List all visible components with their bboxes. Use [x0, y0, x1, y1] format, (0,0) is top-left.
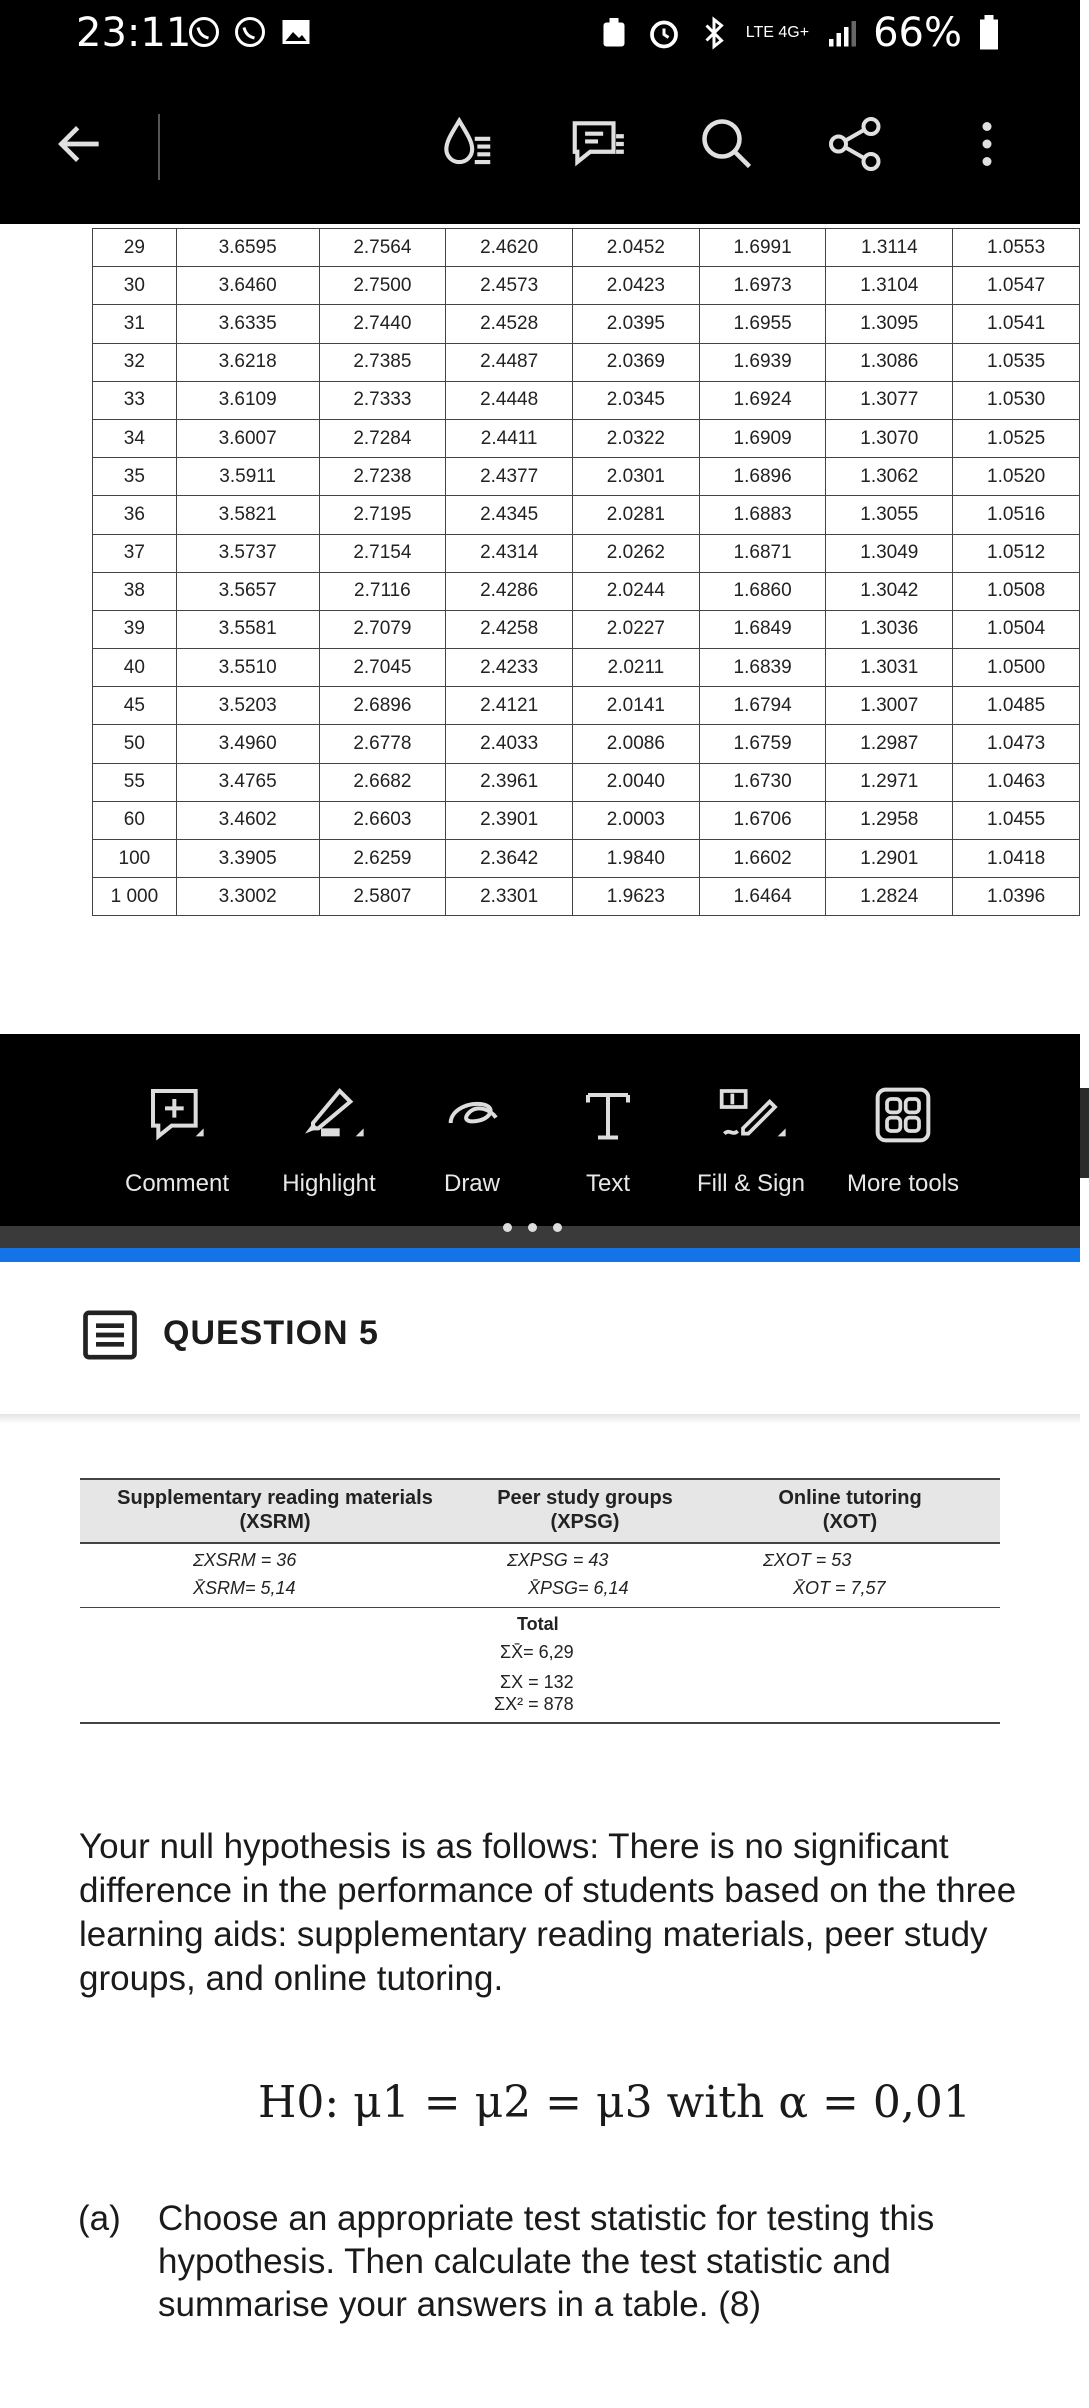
liquid-mode-icon[interactable] — [432, 109, 502, 179]
header-line: Peer study groups — [497, 1487, 673, 1509]
table-cell: 1.9840 — [573, 840, 700, 878]
table-cell: 1.6464 — [699, 878, 826, 916]
table-cell: 1.0535 — [953, 343, 1080, 381]
table-cell: 1.6871 — [699, 534, 826, 572]
table-row — [93, 572, 1080, 610]
table-cell: 2.0244 — [573, 572, 700, 610]
app-toolbar — [0, 64, 1080, 224]
table-cell: 3.5911 — [176, 458, 319, 496]
grid-icon — [868, 1080, 938, 1150]
table-cell: 1.6730 — [699, 763, 826, 801]
table-cell: 2.3901 — [446, 801, 573, 839]
fill-sign-icon — [716, 1080, 786, 1150]
header-srm — [80, 1486, 470, 1534]
table-cell: 1.3095 — [826, 305, 953, 343]
table-cell: 1.0396 — [953, 878, 1080, 916]
table-cell: 3.4960 — [176, 725, 319, 763]
t-distribution-table — [92, 228, 1080, 916]
table-cell: 3.5737 — [176, 534, 319, 572]
mean-srm: X̄SRM= 5,14 — [193, 1578, 296, 1598]
table-cell: 3.4765 — [176, 763, 319, 801]
table-cell: 1.0418 — [953, 840, 1080, 878]
status-bar — [0, 0, 1080, 64]
table-cell: 3.6109 — [176, 381, 319, 419]
learning-aids-table — [80, 1478, 1000, 1724]
table-row — [93, 801, 1080, 839]
tool-label: Text — [585, 1170, 630, 1197]
df-cell: 34 — [93, 419, 177, 457]
tool-more-tools[interactable] — [818, 1080, 988, 1198]
table-cell: 1.6759 — [699, 725, 826, 763]
table-row — [93, 305, 1080, 343]
table-cell: 2.0086 — [573, 725, 700, 763]
table-cell: 1.9623 — [573, 878, 700, 916]
table-cell: 1.3007 — [826, 687, 953, 725]
sub-question-text: Choose an appropriate test statistic for testing this hypothesis. Then calculate the test statistic and summarise your answers in a table. (8) — [158, 2199, 935, 2324]
table-row — [93, 878, 1080, 916]
table-cell: 2.0395 — [573, 305, 700, 343]
table-cell: 2.0281 — [573, 496, 700, 534]
table-cell: 2.3642 — [446, 840, 573, 878]
highlighter-icon — [294, 1080, 364, 1150]
table-cell: 2.7564 — [319, 229, 446, 267]
table-row — [93, 840, 1080, 878]
table-cell: 2.0211 — [573, 649, 700, 687]
table-row — [93, 229, 1080, 267]
table-cell: 1.0553 — [953, 229, 1080, 267]
table-cell: 2.6259 — [319, 840, 446, 878]
draw-icon — [437, 1080, 507, 1150]
table-cell: 3.6335 — [176, 305, 319, 343]
table-cell: 2.3961 — [446, 763, 573, 801]
table-cell: 2.7045 — [319, 649, 446, 687]
df-cell: 30 — [93, 267, 177, 305]
table-cell: 1.6924 — [699, 381, 826, 419]
tool-label: Highlight — [282, 1170, 376, 1197]
table-cell: 1.6794 — [699, 687, 826, 725]
table-cell: 2.4448 — [446, 381, 573, 419]
table-cell: 1.2987 — [826, 725, 953, 763]
status-time: 23:11 — [76, 10, 192, 56]
pdf-page-ttable[interactable] — [0, 224, 1080, 1034]
table-cell: 3.5510 — [176, 649, 319, 687]
header-line: (XSRM) — [239, 1511, 311, 1533]
header-line: (XPSG) — [550, 1511, 620, 1533]
table-row — [93, 534, 1080, 572]
table-cell: 1.6883 — [699, 496, 826, 534]
total-row — [80, 1608, 1000, 1724]
table-cell: 3.3002 — [176, 878, 319, 916]
df-cell: 36 — [93, 496, 177, 534]
table-row — [93, 763, 1080, 801]
header-line: Supplementary reading materials — [117, 1487, 433, 1509]
table-cell: 1.2901 — [826, 840, 953, 878]
df-cell: 38 — [93, 572, 177, 610]
table-cell: 2.7116 — [319, 572, 446, 610]
df-cell: 1 000 — [93, 878, 177, 916]
table-cell: 1.0512 — [953, 534, 1080, 572]
df-cell: 32 — [93, 343, 177, 381]
system-icons — [596, 10, 1002, 56]
table-cell: 2.4314 — [446, 534, 573, 572]
search-icon[interactable] — [692, 109, 762, 179]
header-shadow — [0, 1414, 1080, 1424]
table-cell: 2.5807 — [319, 878, 446, 916]
gallery-icon — [278, 14, 314, 50]
table-cell: 3.4602 — [176, 801, 319, 839]
table-cell: 2.0262 — [573, 534, 700, 572]
table-cell: 2.4233 — [446, 649, 573, 687]
question-title: QUESTION 5 — [163, 1314, 379, 1352]
table-cell: 1.0541 — [953, 305, 1080, 343]
table-cell: 3.6007 — [176, 419, 319, 457]
question-header — [0, 1262, 1080, 1414]
table-cell: 3.5821 — [176, 496, 319, 534]
table-cell: 1.3042 — [826, 572, 953, 610]
total-x-sum: ΣX = 132 — [500, 1672, 574, 1692]
table-cell: 2.4258 — [446, 610, 573, 648]
df-cell: 45 — [93, 687, 177, 725]
total-mean-sum: ΣX̄= 6,29 — [500, 1642, 574, 1662]
tool-label: Fill & Sign — [696, 1170, 806, 1197]
table-cell: 2.7284 — [319, 419, 446, 457]
table-cell: 2.7500 — [319, 267, 446, 305]
more-vert-icon[interactable] — [952, 109, 1022, 179]
table-cell: 1.6939 — [699, 343, 826, 381]
table-row — [93, 381, 1080, 419]
table-cell: 1.6849 — [699, 610, 826, 648]
table-row — [93, 343, 1080, 381]
table-cell: 2.4286 — [446, 572, 573, 610]
table-cell: 1.3070 — [826, 419, 953, 457]
whatsapp-icon — [232, 14, 268, 50]
table-cell: 1.0530 — [953, 381, 1080, 419]
header-ot — [720, 1486, 980, 1534]
bluetooth-icon — [696, 15, 732, 51]
table-cell: 2.0322 — [573, 419, 700, 457]
annotation-tools-bar — [0, 1034, 1080, 1226]
table-cell: 1.6706 — [699, 801, 826, 839]
table-row — [93, 496, 1080, 534]
table-cell: 1.3086 — [826, 343, 953, 381]
sum-psg: ΣXPSG = 43 — [507, 1550, 609, 1570]
header-line: Online tutoring — [778, 1487, 922, 1509]
table-cell: 1.0473 — [953, 725, 1080, 763]
header-psg — [460, 1486, 710, 1534]
df-cell: 35 — [93, 458, 177, 496]
table-cell: 2.7333 — [319, 381, 446, 419]
table-cell: 3.5581 — [176, 610, 319, 648]
table-cell: 3.6460 — [176, 267, 319, 305]
table-row — [93, 610, 1080, 648]
hypothesis-formula: H0: μ1 = μ2 = μ3 with α = 0,01 — [258, 2077, 971, 2128]
more-dots-icon[interactable] — [503, 1223, 562, 1232]
table-cell: 1.0516 — [953, 496, 1080, 534]
table-row — [93, 687, 1080, 725]
tool-label: More tools — [846, 1170, 960, 1197]
table-cell: 2.3301 — [446, 878, 573, 916]
table-cell: 1.0500 — [953, 649, 1080, 687]
sub-question-label: (a) — [78, 2199, 121, 2238]
table-cell: 2.0227 — [573, 610, 700, 648]
df-cell: 33 — [93, 381, 177, 419]
table-cell: 1.0525 — [953, 419, 1080, 457]
alarm-icon — [646, 15, 682, 51]
table-cell: 1.0485 — [953, 687, 1080, 725]
table-cell: 2.0040 — [573, 763, 700, 801]
table-cell: 1.3114 — [826, 229, 953, 267]
table-cell: 2.4528 — [446, 305, 573, 343]
null-hypothesis-paragraph: Your null hypothesis is as follows: There is no significant difference in the performance of students based on the three learning aids: supplementary reading materials, peer study groups, and online tutoring. — [79, 1827, 1017, 1998]
table-cell: 1.2824 — [826, 878, 953, 916]
sum-ot: ΣXOT = 53 — [763, 1550, 852, 1570]
table-cell: 2.4345 — [446, 496, 573, 534]
table-cell: 2.0369 — [573, 343, 700, 381]
table-row — [80, 1544, 1000, 1608]
table-cell: 2.0345 — [573, 381, 700, 419]
table-cell: 1.6860 — [699, 572, 826, 610]
table-cell: 1.6909 — [699, 419, 826, 457]
df-cell: 40 — [93, 649, 177, 687]
table-row — [93, 725, 1080, 763]
table-cell: 2.4411 — [446, 419, 573, 457]
table-cell: 2.0452 — [573, 229, 700, 267]
mean-psg: X̄PSG= 6,14 — [528, 1578, 629, 1598]
table-cell: 1.0504 — [953, 610, 1080, 648]
table-cell: 1.6602 — [699, 840, 826, 878]
table-cell: 3.5657 — [176, 572, 319, 610]
table-cell: 1.0455 — [953, 801, 1080, 839]
sum-srm: ΣXSRM = 36 — [193, 1550, 297, 1570]
table-cell: 2.4377 — [446, 458, 573, 496]
df-cell: 31 — [93, 305, 177, 343]
table-cell: 2.7154 — [319, 534, 446, 572]
table-cell: 2.6778 — [319, 725, 446, 763]
table-cell: 1.0520 — [953, 458, 1080, 496]
df-cell: 60 — [93, 801, 177, 839]
text-icon — [573, 1080, 643, 1150]
df-cell: 29 — [93, 229, 177, 267]
table-cell: 2.4033 — [446, 725, 573, 763]
table-cell: 2.0141 — [573, 687, 700, 725]
table-cell: 1.3077 — [826, 381, 953, 419]
table-row — [93, 267, 1080, 305]
battery-saver-icon — [596, 15, 632, 51]
table-cell: 2.6603 — [319, 801, 446, 839]
signal-icon — [823, 15, 859, 51]
table-cell: 3.3905 — [176, 840, 319, 878]
table-cell: 1.3031 — [826, 649, 953, 687]
share-icon[interactable] — [821, 109, 891, 179]
tool-label: Comment — [124, 1170, 230, 1197]
table-cell: 1.3062 — [826, 458, 953, 496]
toolbar-divider — [158, 114, 160, 180]
table-cell: 2.7440 — [319, 305, 446, 343]
network-type: LTE 4G+ — [745, 24, 810, 41]
mean-ot: X̄OT = 7,57 — [793, 1578, 886, 1598]
df-cell: 55 — [93, 763, 177, 801]
header-line: (XOT) — [822, 1511, 878, 1533]
table-row — [93, 419, 1080, 457]
comment-add-icon — [142, 1080, 212, 1150]
table-cell: 2.0301 — [573, 458, 700, 496]
table-cell: 2.7385 — [319, 343, 446, 381]
whatsapp-icon — [186, 14, 222, 50]
table-cell: 3.6218 — [176, 343, 319, 381]
table-cell: 2.7238 — [319, 458, 446, 496]
table-cell: 3.5203 — [176, 687, 319, 725]
table-cell: 1.6955 — [699, 305, 826, 343]
table-cell: 2.4573 — [446, 267, 573, 305]
table-header-row — [80, 1478, 1000, 1544]
back-arrow-icon[interactable] — [45, 109, 115, 179]
accent-divider — [0, 1248, 1080, 1262]
table-cell: 1.6991 — [699, 229, 826, 267]
table-cell: 2.4121 — [446, 687, 573, 725]
table-cell: 2.7079 — [319, 610, 446, 648]
table-cell: 1.2958 — [826, 801, 953, 839]
table-cell: 1.3055 — [826, 496, 953, 534]
table-cell: 2.0003 — [573, 801, 700, 839]
total-label: Total — [517, 1614, 559, 1634]
table-cell: 3.6595 — [176, 229, 319, 267]
df-cell: 50 — [93, 725, 177, 763]
table-cell: 1.3049 — [826, 534, 953, 572]
table-cell: 2.7195 — [319, 496, 446, 534]
table-cell: 1.6839 — [699, 649, 826, 687]
table-cell: 1.0463 — [953, 763, 1080, 801]
total-x2-sum: ΣX² = 878 — [494, 1694, 574, 1714]
table-cell: 1.6973 — [699, 267, 826, 305]
table-cell: 1.0547 — [953, 267, 1080, 305]
comments-list-icon[interactable] — [563, 109, 633, 179]
notification-icons — [186, 14, 314, 50]
table-cell: 2.4487 — [446, 343, 573, 381]
document-list-icon — [82, 1309, 138, 1361]
table-cell: 1.3104 — [826, 267, 953, 305]
table-cell: 1.6896 — [699, 458, 826, 496]
table-cell: 1.2971 — [826, 763, 953, 801]
tool-comment[interactable] — [92, 1080, 262, 1198]
table-cell: 2.4620 — [446, 229, 573, 267]
table-row — [93, 649, 1080, 687]
tool-fill-sign[interactable] — [666, 1080, 836, 1198]
table-cell: 1.3036 — [826, 610, 953, 648]
table-cell: 2.6682 — [319, 763, 446, 801]
tool-label: Draw — [443, 1170, 500, 1197]
df-cell: 37 — [93, 534, 177, 572]
df-cell: 39 — [93, 610, 177, 648]
battery-percent: 66% — [873, 10, 962, 56]
table-row — [93, 458, 1080, 496]
table-cell: 1.0508 — [953, 572, 1080, 610]
df-cell: 100 — [93, 840, 177, 878]
table-cell: 2.0423 — [573, 267, 700, 305]
table-cell: 2.6896 — [319, 687, 446, 725]
battery-icon — [976, 15, 1002, 51]
